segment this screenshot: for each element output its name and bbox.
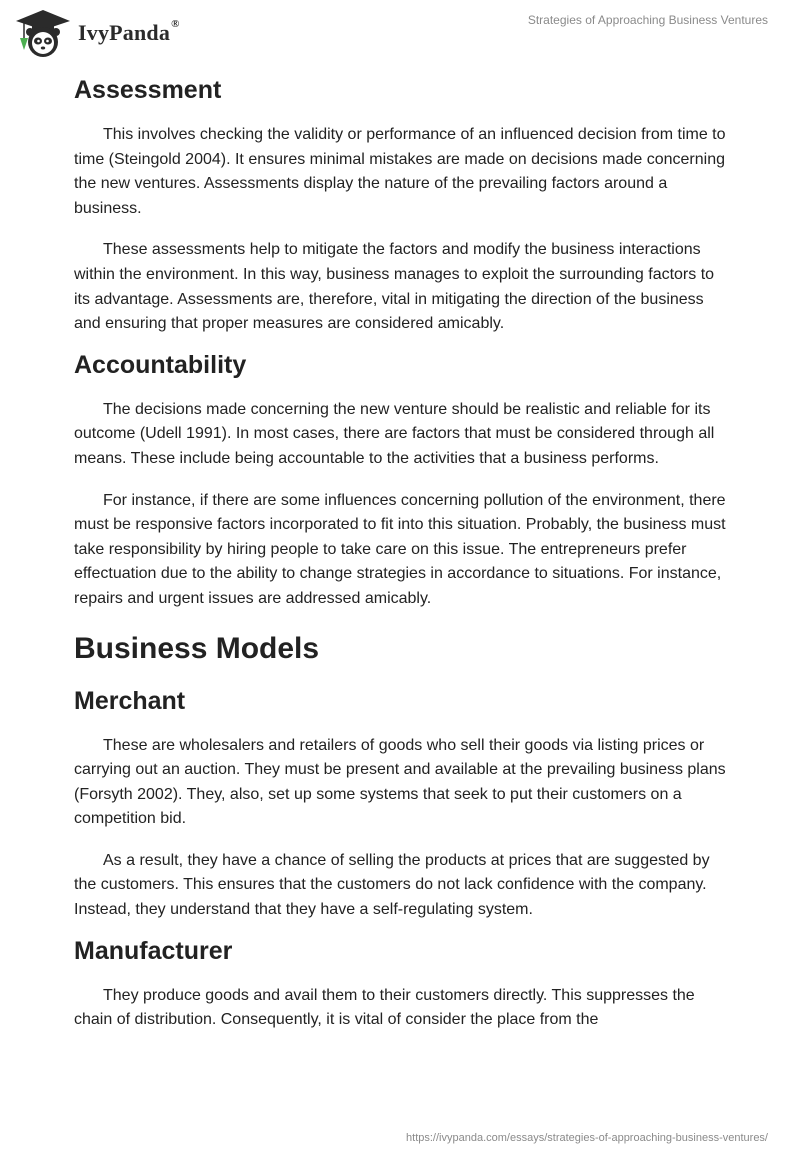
heading-assessment: Assessment bbox=[74, 76, 222, 104]
paragraph: They produce goods and avail them to their customers directly. This suppresses the chain of distribution. Consequently, it is vital of consider the place from the bbox=[74, 986, 695, 1029]
ivypanda-logo[interactable] bbox=[14, 8, 180, 58]
heading-merchant: Merchant bbox=[74, 686, 186, 715]
logo-wordmark: IvyPanda® bbox=[78, 18, 180, 45]
panda-logo-icon bbox=[14, 8, 72, 58]
paragraph: The decisions made concerning the new venture should be realistic and reliable for its outcome (Udell 1991). In most cases, there are factors that must be considered through all means. These include being accountable to the activities that a business performs. bbox=[74, 400, 715, 467]
heading-business-models: Business Models bbox=[74, 631, 320, 665]
page-header bbox=[0, 0, 800, 64]
paragraph: As a result, they have a chance of selling the products at prices that are suggested by the customers. This ensures that the customers do not lack confidence with the company. Instead, they understand that they have a self-regulating system. bbox=[74, 851, 710, 919]
essay-body bbox=[74, 70, 734, 1033]
heading-manufacturer: Manufacturer bbox=[74, 936, 233, 965]
paragraph: These are wholesalers and retailers of goods who sell their goods via listing prices or carrying out an auction. They must be present and available at the prevailing business plans (Forsyth 2002). They, also, set up some systems that seek to put their customers on a competition bid. bbox=[74, 736, 726, 828]
paragraph: These assessments help to mitigate the factors and modify the business interactions within the environment. In this way, business manages to exploit the surrounding factors to its advantage. Assessments are, therefore, vital in mitigating the direction of the business and ensuring that proper measures are considered amicably. bbox=[74, 241, 715, 333]
source-url[interactable]: https://ivypanda.com/essays/strategies-of-approaching-business-ventures/ bbox=[406, 1132, 768, 1144]
paragraph: This involves checking the validity or performance of an influenced decision from time to time (Steingold 2004). It ensures minimal mistakes are made on decisions made concerning the new ventures. Assessments display the nature of the prevailing factors around a business. bbox=[74, 126, 726, 217]
paragraph: For instance, if there are some influences concerning pollution of the environment, there must be responsive factors incorporated to fit into this situation. Probably, the business must take responsibility by hiring people to take care on this issue. The entrepreneurs prefer effectuation due to the ability to change strategies in accordance to situations. For instance, repairs and urgent issues are addressed amicably. bbox=[74, 491, 726, 607]
heading-accountability: Accountability bbox=[74, 350, 247, 379]
document-title: Strategies of Approaching Business Ventures bbox=[527, 13, 768, 27]
